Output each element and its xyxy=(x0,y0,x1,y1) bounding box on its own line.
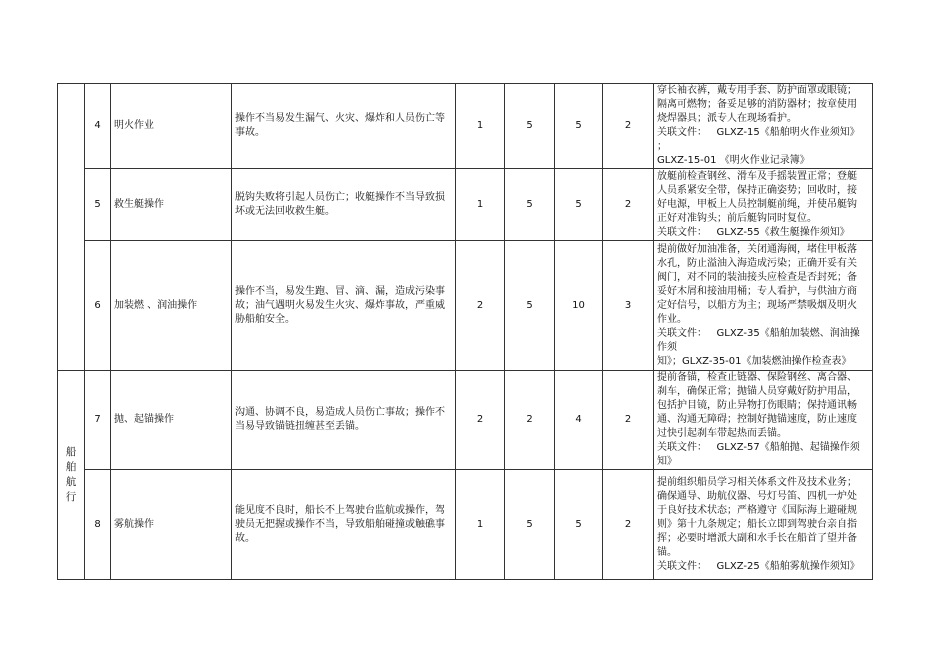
operation-name: 救生艇操作 xyxy=(111,169,232,241)
risk-assessment-table xyxy=(57,83,879,580)
measure-line: 正好对准钩头；前后艇钩同时复位。 xyxy=(657,212,817,224)
category-cell-blank xyxy=(58,84,85,371)
risk-level: 3 xyxy=(603,241,654,371)
measure-line: 知》；GLXZ-35-01《加装燃油操作检查表》 xyxy=(657,355,852,367)
measure-line: 包括护目镜，防止异物打伤眼睛；保持通讯畅 xyxy=(657,400,857,411)
exposure-score: 5 xyxy=(505,470,555,580)
row-number: 4 xyxy=(85,84,111,169)
control-measures xyxy=(654,371,873,470)
exposure-score: 2 xyxy=(505,371,555,470)
control-measures xyxy=(654,470,873,580)
consequence-score: 4 xyxy=(555,371,603,470)
control-measures xyxy=(654,84,879,169)
measure-line: 关联文件： GLXZ-35《船舶加装燃、润油操作须 xyxy=(657,327,860,353)
measure-line: 阀门，对不同的装油接头应检查是否封死；备 xyxy=(657,271,857,283)
measure-line: 放艇前检查钢丝、滑车及手摇装置正常；登艇 xyxy=(657,170,857,182)
likelihood-score: 1 xyxy=(456,169,505,241)
measure-line: 关联文件： GLXZ-55《救生艇操作须知》 xyxy=(657,226,850,238)
operation-name: 雾航操作 xyxy=(111,470,232,580)
measure-line: 烧焊器具；派专人在现场看护。 xyxy=(657,113,797,124)
consequence-score: 5 xyxy=(555,84,603,169)
risk-level: 2 xyxy=(603,169,654,241)
measure-line: 定好信号，以船方为主；现场严禁吸烟及明火 xyxy=(657,299,857,311)
row-number: 5 xyxy=(85,169,111,241)
measure-line: 通、沟通无障碍；控制好抛锚速度，防止速度 xyxy=(657,414,857,425)
measure-line: 关联文件： GLXZ-25《船舶雾航操作须知》 xyxy=(657,560,860,572)
measure-line: 作业。 xyxy=(657,313,687,325)
measure-line: 于良好技术状态；严格遵守《国际海上避碰规 xyxy=(657,504,857,516)
measure-line: 妥好木屑和接油用桶；专人看护，与供油方商 xyxy=(657,285,857,297)
risk-level: 2 xyxy=(603,84,654,169)
measure-line: 关联文件： GLXZ-57《船舶抛、起锚操作须知》 xyxy=(657,442,860,467)
likelihood-score: 2 xyxy=(456,241,505,371)
risk-level: 2 xyxy=(603,371,654,470)
likelihood-score: 1 xyxy=(456,470,505,580)
table-row xyxy=(58,241,873,371)
likelihood-score: 1 xyxy=(456,84,505,169)
measure-line: 则》第十九条规定；船长立即到驾驶台亲自指 xyxy=(657,518,857,530)
exposure-score: 5 xyxy=(505,169,555,241)
hazard-description: 沟通、协调不良，易造成人员伤亡事故；操作不当易导致锚链扭缠甚至丢锚。 xyxy=(232,371,456,470)
likelihood-score: 2 xyxy=(456,371,505,470)
control-measures xyxy=(654,241,873,371)
table-row xyxy=(58,470,873,580)
hazard-description: 脱钩失败将引起人员伤亡；收艇操作不当导致损坏或无法回收救生艇。 xyxy=(232,169,456,241)
row-number: 7 xyxy=(85,371,111,470)
table-row xyxy=(58,169,873,241)
hazard-description: 操作不当易发生漏气、火灾、爆炸和人员伤亡等事故。 xyxy=(232,84,456,169)
row-number: 8 xyxy=(85,470,111,580)
exposure-score: 5 xyxy=(505,84,555,169)
category-label: 船舶航行 xyxy=(65,446,77,503)
control-measures xyxy=(654,169,873,241)
measure-line: 挥；必要时增派大副和水手长在船首了望并备 xyxy=(657,532,857,544)
operation-name: 加装燃 、润油操作 xyxy=(111,241,232,371)
measure-line: GLXZ-15-01 《明火作业记录簿》 xyxy=(657,155,810,166)
measure-line: 水孔，防止溢油入海造成污染；正确开妥有关 xyxy=(657,257,857,269)
exposure-score: 5 xyxy=(505,241,555,371)
hazard-description: 操作不当，易发生跑、冒、滴、漏，造成污染事故；油气遇明火易发生火灾、爆炸事故，严重威胁船舶安全。 xyxy=(232,241,456,371)
measure-line: 关联文件： GLXZ-15《船舶明火作业须知》 ； xyxy=(657,127,879,152)
table-row xyxy=(58,371,873,470)
operation-name: 抛、起锚操作 xyxy=(111,371,232,470)
consequence-score: 5 xyxy=(555,169,603,241)
table-row xyxy=(58,84,873,169)
measure-line: 提前备锚，检查止链器、保险钢丝、离合器、 xyxy=(657,372,857,383)
consequence-score: 5 xyxy=(555,470,603,580)
measure-line: 隔离可燃物；备妥足够的消防器材；按章使用 xyxy=(657,99,857,110)
measure-line: 人员系紧安全带，保持正确姿势；回收时，接 xyxy=(657,184,857,196)
operation-name: 明火作业 xyxy=(111,84,232,169)
measure-line: 提前组织船员学习相关体系文件及技术业务； xyxy=(657,476,857,488)
risk-level: 2 xyxy=(603,470,654,580)
hazard-description: 能见度不良时，船长不上驾驶台监航或操作，驾驶员无把握或操作不当，导致船舶碰撞或触礁事故。 xyxy=(232,470,456,580)
measure-line: 提前做好加油准备，关闭通海阀，堵住甲板落 xyxy=(657,243,857,255)
row-number: 6 xyxy=(85,241,111,371)
measure-line: 锚。 xyxy=(657,546,677,558)
measure-line: 刹车，确保正常；抛锚人员穿戴好防护用品， xyxy=(657,386,857,397)
measure-line: 穿长袖衣裤，戴专用手套、防护面罩或眼镜； xyxy=(657,85,857,96)
measure-line: 确保通导、助航仪器、号灯号笛、四机一炉处 xyxy=(657,490,857,502)
consequence-score: 10 xyxy=(555,241,603,371)
measure-line: 好电源，甲板上人员控制艇前绳，并使吊艇钩 xyxy=(657,198,857,210)
category-cell xyxy=(58,371,85,580)
measure-line: 过快引起刹车带起热而丢锚。 xyxy=(657,428,787,439)
